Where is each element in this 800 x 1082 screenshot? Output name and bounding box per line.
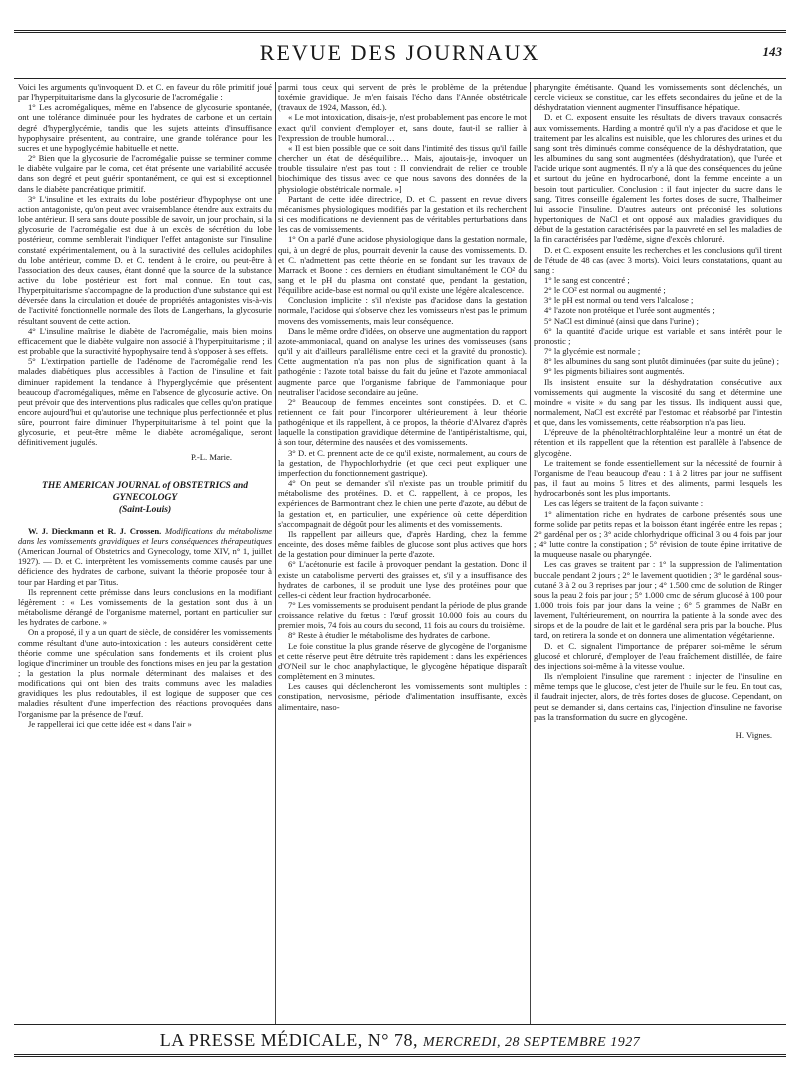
list-item: 2° le CO² est normal ou augmenté ; <box>544 285 666 296</box>
paragraph: 3° D. et C. prennent acte de ce qu'il existe, normalement, au cours de la gestation, de l'hypochlorhydrie (et que ceci peut expliquer une imperfection du fonctionnement gastrique). <box>278 447 527 478</box>
article-reference: (American Journal of Obstetrics and Gynecology, tome XIV, n° 1, juillet 1927). — D. et C. interprètent les vomissements comme causés par une déficience des hydrates de carbone, suivant la théorie proposée tour à tour par Harding et par Titus. <box>18 546 272 587</box>
paragraph: Ils insistent ensuite sur la déshydratation consécutive aux vomissements qui augmente la viscosité du sang et détermine une moindre « visite » du sang par les tissus. Ils indiquent aussi que, normalement, NaCl est excrété par l'estomac et réabsorbé par l'intestin et que, dans les vomissements, cette réabsorption n'a pas lieu. <box>534 376 782 428</box>
paragraph: D. et C. exposent ensuite les recherches et les conclusions qu'il tirent de l'étude de 48 cas (avec 3 morts). Voici leurs constatations, quant au sang : <box>534 244 782 275</box>
paragraph: 1° Les acromégaliques, même en l'absence de glycosurie spontanée, ont une tolérance diminuée pour les hydrates de carbone et un certain degré d'hyperglycémie, tandis que les sujets atteints d'insuffisance hypophysaire présentent, au contraire, une grande tolérance pour les sucres et une hypoglycémie habituelle et nette. <box>18 102 272 153</box>
paragraph: D. et C. exposent ensuite les résultats de divers travaux consacrés aux vomissements. Harding a montré qu'il n'y a pas d'acidose et que le traitement par les alcalins est nuisible, que les chlorures des urines et du sang sont très diminués comme conséquence de la déshydratation, que les albumines du sang sont augmentées (déshydratation), que l'urée et l'acide urique sont augmentés. Il n'y a là que des conséquences du jeûne et surtout du jeûne en hydrocarboné, dont la femme enceinte a un besoin tout particulier. Conclusion : il faut injecter du sucre dans le sang. Titres conseille également les fortes doses de sucre, Thalheimer lui associe l'insuline. D'autres auteurs ont préconisé les solutions hypertoniques de NaCl et ont opposé aux maladies gravidiques du début de la gestation caractérisées par la pauvreté en sel les maladies de la fin caractérisées par l'œdème, signe d'excès chloruré. <box>534 112 782 245</box>
paragraph: Voici les arguments qu'invoquent D. et C. en faveur du rôle primitif joué par l'hyperpituitarisme dans la glycosurie de l'acromégalie : <box>18 82 272 103</box>
paragraph: 8° Reste à étudier le métabolisme des hydrates de carbone. <box>288 630 490 641</box>
list-item: 4° l'azote non protéique et l'urée sont augmentés ; <box>544 305 715 316</box>
column-1 <box>18 82 272 1022</box>
paragraph: 3° L'insuline et les extraits du lobe postérieur d'hypophyse ont une action antagoniste, qu'on peut avec vraisemblance étendre aux extraits du lobe antérieur. Il sera sans doute possible de savoir, un jour prochain, si la glycosurie de l'acromégalie est due à un excès de sécrétion du lobe postérieur, comme semblerait l'indiquer l'effet antagoniste sur l'insuline constaté expérimentalement, ou à la suractivité des cellules acidophiles du lobe antérieur, comme D. et C. tendent à le croire, ou peut-être à l'association des deux causes, étant donné que la source de la substance active du lobe postérieur est fort mal connue. En tout cas, l'hyperpituitarisme s'accompagne de la production d'une substance qui est déversée dans la circulation et douée de propriétés antagonistes vis-à-vis de l'activité fonctionnelle normale des îlots de Langerhans, la glycosurie résultant souvent de cette action. <box>18 193 272 326</box>
article-heading <box>18 526 272 587</box>
text-columns <box>14 82 786 1022</box>
footer-date: MERCREDI, 28 SEPTEMBRE 1927 <box>422 1035 641 1050</box>
paragraph: 4° L'insuline maîtrise le diabète de l'acromégalie, mais bien moins efficacement que le diabète vulgaire non associé à l'hyperpituitarisme ; il est probable que la suractivité hypophysaire tend à s'opposer à ses effets. <box>18 325 272 357</box>
list-item: 9° les pigments biliaires sont augmentés. <box>544 366 685 377</box>
paragraph: parmi tous ceux qui servent de près le problème de la prétendue toxémie gravidique. Je m'en faisais l'écho dans l'Année obstétricale (travaux de 1924, Masson, éd.). <box>278 82 527 113</box>
paragraph: D. et C. signalent l'importance de préparer soi-même le sérum glucosé et chloruré, d'employer de l'eau fraîchement distillée, de faire des injections soi-même à la vitesse voulue. <box>534 640 782 671</box>
paragraph: 7° Les vomissements se produisent pendant la période de plus grande croissance relative du fœtus : l'œuf grossit 10.000 fois au cours du premier mois, 74 fois au cours du second, 11 fois au cours du troisième. <box>278 599 527 631</box>
author-signature: P.-L. Marie. <box>190 451 232 462</box>
journal-title: THE AMERICAN JOURNAL of OBSTETRICS and GYNECOLOGY <box>42 480 248 503</box>
paragraph: Les causes qui déclencheront les vomissements sont multiples : constipation, nervosisme, période d'alimentation insuffisante, excès alimentaire, naso- <box>278 681 527 712</box>
list-item: 6° la quantité d'acide urique est variable et sans intérêt pour le pronostic ; <box>534 325 782 346</box>
spacer <box>18 462 272 474</box>
paragraph: pharyngite émétisante. Quand les vomissements sont déclenchés, un cercle vicieux se constitue, car les effets secondaires du jeûne et de la déshydratation viennent augmenter l'insuffisance hépatique. <box>534 82 782 113</box>
page-number: 143 <box>762 44 782 59</box>
paragraph: Ils n'emploient l'insuline que rarement : injecter de l'insuline en même temps que le glucose, c'est jeter de l'huile sur le feu. En tout cas, il faudrait injecter, alors, de très fortes doses de glucose. Cependant, on peut se demander si, dans certains cas, l'injection d'insuline ne favorise pas la transformation du sucre en glycogène. <box>534 671 782 722</box>
paragraph: Partant de cette idée directrice, D. et C. passent en revue divers mécanismes physiologiques modifiés par la gestation et ils recherchent si ces modifications ne deviennent pas de véritables perturbations dans les cas de vomissements. <box>278 193 527 235</box>
paragraph: On a proposé, il y a un quart de siècle, de considérer les vomissements comme résultant d'une auto-intoxication : les auteurs considèrent cette théorie comme une spéculation sans fondements et ils croient plus logique d'incriminer un trouble des fonctions mises en jeu par la gestation ; la gestation la plus normale déterminant des malaises et des modifications qui ont bien des traits communs avec les maladies gravidiques les plus redoutables, il est logique de supposer que ces maladies résultent d'une imperfection des réactions provoquées dans l'organisme par la présence de l'œuf. <box>18 627 272 719</box>
paragraph: Conclusion implicite : s'il n'existe pas d'acidose dans la gestation normale, l'acidose qui s'observe chez les vomisseurs n'est pas le primum movens des vomissements, mais leur conséquence. <box>278 295 527 326</box>
footer-text <box>14 1030 786 1051</box>
paragraph: Le traitement se fonde essentiellement sur la nécessité de fournir à l'organisme de l'eau beaucoup d'eau : 1 à 2 litres par jour ne suffisent pas, il faut au moins 5 litres et des aliments, parmi lesquels les hydrocarbonés sont les plus importants. <box>534 457 782 499</box>
paragraph: 1° alimentation riche en hydrates de carbone présentés sous une forme solide par petits repas et la boisson étant ingérée entre les repas ; 2° gardénal per os ; 3° acide chlorhydrique officinal 3 ou 4 fois par jour ; 4° lutte contre la constipation ; 5° révision de toute épine irritative de la muqueuse nasale ou pharyngée. <box>534 508 782 560</box>
paragraph: Je rappellerai ici que cette idée est « dans l'air » <box>28 718 192 729</box>
journal-place: (Saint-Louis) <box>118 504 172 515</box>
paragraph: L'épreuve de la phénoltétrachlorphtaléine leur a montré un état de rétention et ils rappellent que la rétention est parallèle à l'absence de glycogène. <box>534 427 782 458</box>
journal-page <box>14 10 786 1072</box>
header-bottom-rule <box>14 78 786 79</box>
page-header <box>14 32 786 76</box>
article-title: Modifications du métabolisme dans les vomissements gravidiques et leurs conséquences thérapeutiques <box>18 525 272 546</box>
paragraph: 2° Beaucoup de femmes enceintes sont constipées. D. et C. retiennent ce fait pour l'incorporer ultérieurement à leur théorie pathogénique et ils rappellent, à ce propos, la théorie d'Alvarez d'après laquelle la constipation gravidique détermine de l'antipéristaltisme, qui, à son tour, détermine des nausées et des vomissements. <box>278 396 527 448</box>
page-footer <box>14 1024 786 1058</box>
list-item: 1° le sang est concentré ; <box>544 274 630 285</box>
section-title: REVUE DES JOURNAUX <box>259 40 541 65</box>
list-item: 7° la glycémie est normale ; <box>544 346 641 357</box>
paragraph: « Il est bien possible que ce soit dans l'intimité des tissus qu'il faille chercher un état de déséquilibre… Mais, ajoutais-je, invoquer un trouble tissulaire n'est pas tout : Il conviendrait de relier ce trouble biochimique des tissus avec ce que nous savons des données de la physiologie obstétricale normale. »] <box>278 142 527 194</box>
article-authors: W. J. Dieckmann et R. J. Crossen. <box>28 525 162 536</box>
paragraph: Les cas graves se traitent par : 1° la suppression de l'alimentation buccale pendant 2 jours ; 2° le lavement quotidien ; 3° le gardénal sous-cutané 3 à 2 ou 3 reprises par jour ; 4° 1.500 cmc de solution de Ringer sous la peau 2 fois par jour ; 5° 1.000 cmc de sérum glucosé à 100 pour 1.000 trois fois par jour dans la veine ; 6° 5 grammes de NaBr en lavement, l'ultérieurement, on nourrira la patiente à la sonde avec des sirops et de la poudre de lait et le gardénal sera pris par la bouche. Plus tard, on retirera la sonde et on donnera une alimentation végétarienne. <box>534 559 782 641</box>
footer-issue: N° 78, <box>367 1030 418 1050</box>
list-item: 3° le pH est normal ou tend vers l'alcalose ; <box>544 295 694 306</box>
paragraph: 5° L'extirpation partielle de l'adénome de l'acromégalie rend les malades diabétiques plus accessibles à l'action de l'insuline et fait diminuer rapidement la tendance à l'hyperglycémie que présentent beaucoup d'acromégaliques, même en l'absence de glycosurie active. On peut prévoir que des interventions plus radicales que celles qu'on pratique encore aujourd'hui et qu'autorise une technique plus perfectionnée et plus sûre, pourront faire diminuer l'hyperpituitarisme à tel point que la glycosurie, et peut-être même le diabète acromégalique, seront définitivement jugulés. <box>18 356 272 448</box>
column-3 <box>534 82 782 1022</box>
list-item: 8° les albumines du sang sont plutôt diminuées (par suite du jeûne) ; <box>544 356 779 367</box>
list-item: 5° NaCl est diminué (ainsi que dans l'urine) ; <box>544 315 699 326</box>
author-signature: H. Vignes. <box>735 729 772 740</box>
paragraph: 2° Bien que la glycosurie de l'acromégalie puisse se terminer comme le diabète vulgaire par le coma, cet état présente une variabilité accusée dans son degré et peut guérir spontanément, ce qui est si exceptionnel dans le diabète pancréatique primitif. <box>18 153 272 194</box>
paragraph: Le foie constitue la plus grande réserve de glycogène de l'organisme et cette réserve peut être détruite très rapidement : dans les expériences d'O'Neil sur le choc anaphylactique, le glycogène hépatique disparaît complètement en 3 minutes. <box>278 640 527 682</box>
paragraph: 1° On a parlé d'une acidose physiologique dans la gestation normale, qui, à un degré de plus, pourrait devenir la cause des vomissements. D. et C. n'admettent pas cette théorie en se fondant sur les travaux de Marrack et Boone : ces derniers en étudiant simultanément le CO² du sang et le pH du plasma ont constaté que, pendant la gestation, l'équilibre acide-base est normal ou qu'il existe une légère alcalescence. <box>278 234 527 296</box>
paragraph: Ils reprennent cette prémisse dans leurs conclusions en la modifiant légèrement : « Les vomissements de la gestation sont dus à un métabolisme dérangé de l'organisme maternel, portant en particulier sur les hydrates de carbone. » <box>18 586 272 628</box>
footer-bottom-rule <box>14 1054 786 1057</box>
paragraph: 4° On peut se demander s'il n'existe pas un trouble primitif du métabolisme des protéines. D. et C. rappellent, à ce propos, les expériences de Barmontrant chez le chien une perte d'azote, au début de la gestation et, en particulier, une expérience où cette déperdition s'accompagnait de dégoût pour les aliments et des vomissements. <box>278 478 527 529</box>
column-2 <box>278 82 527 1022</box>
paragraph: Ils rappellent par ailleurs que, d'après Harding, chez la femme enceinte, des doses même faibles de glucose sont plus actives que hors de la gestation pour diminuer la perte d'azote. <box>278 528 527 560</box>
paragraph: « Le mot intoxication, disais-je, n'est probablement pas encore le mot exact qu'il convient d'employer et, sans doute, faut-il se rallier à l'expression de trouble humoral… <box>278 112 527 143</box>
footer-journal: LA PRESSE MÉDICALE, <box>159 1030 363 1050</box>
paragraph: Les cas légers se traitent de la façon suivante : <box>544 498 704 509</box>
paragraph: Dans le même ordre d'idées, on observe une augmentation du rapport azote-ammoniacal, quand on analyse les urines des vomisseuses (sans qu'il y ait d'ailleurs parallélisme entre ceci et la gravité du pronostic). Cette augmentation n'a pas non plus de signification quant à la pathogénie : l'azote total baisse du fait du jeûne et l'azote ammoniacal augmente parce que l'organisme fabrique de l'ammoniaque pour neutraliser l'acidose secondaire au jeûne. <box>278 325 527 397</box>
paragraph: 6° L'acétonurie est facile à provoquer pendant la gestation. Donc il existe un catabolisme perverti des graisses et, s'il y a insuffisance des hydrates de carbones, il se produit une lyse des protéines pour que celles-ci cèdent leur fraction hydrocarbonée. <box>278 559 527 600</box>
